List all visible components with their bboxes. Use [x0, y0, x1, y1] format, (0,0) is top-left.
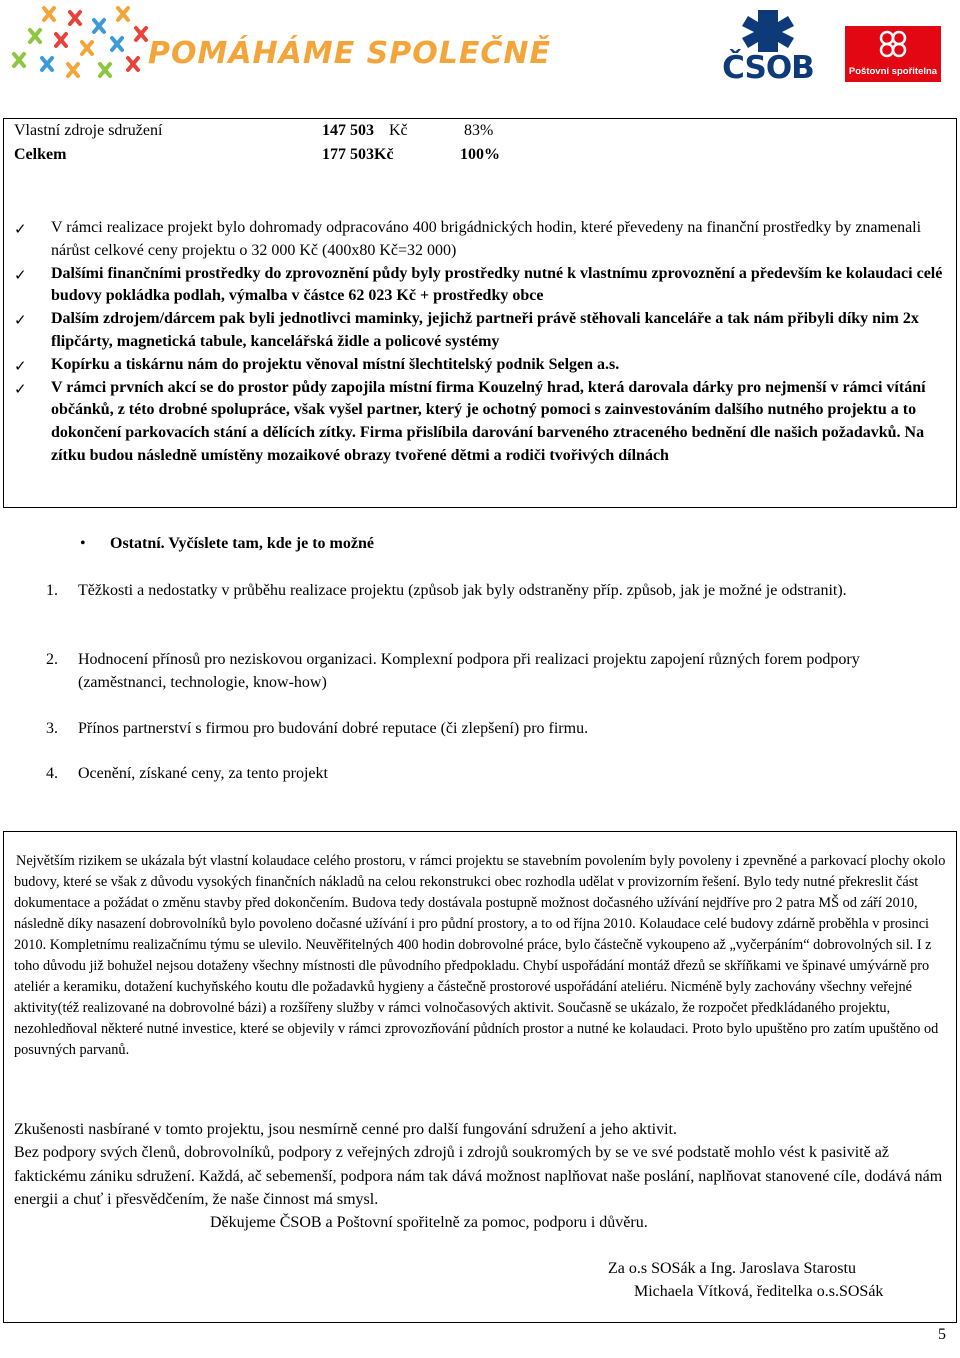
item-text: Hodnocení přínosů pro neziskovou organizaci. Komplexní podpora při realizaci projektu zapojení různých forem podpory (zaměstnanci, technologie, know-how)	[78, 651, 860, 691]
list-item: ✓ Kopírku a tiskárnu nám do projektu věnoval místní šlechtitelský podnik Selgen a.s.	[14, 354, 949, 377]
item-number: 3.	[46, 720, 58, 737]
csob-logo-text: ČSOB	[722, 50, 814, 86]
experience-paragraph: Zkušenosti nasbírané v tomto projektu, jsou nesmírně cenné pro další fungování sdružení a jeho aktivit.	[14, 1121, 677, 1138]
ps-logo-text: Poštovní spořitelna	[848, 66, 938, 77]
summary-percent: 83%	[464, 122, 494, 139]
funding-checklist	[14, 217, 949, 468]
numbered-item	[46, 717, 946, 740]
list-item: ✓ Dalším zdrojem/dárcem pak byli jednotlivci maminky, jejichž partneři právě stěhovali kanceláře a tak nám přibyli díky nim 2x flipčárty, magnetická tabule, kancelářská židle a policové systémy	[14, 310, 919, 350]
checkmark-icon: ✓	[14, 311, 27, 330]
support-paragraph: Bez podpory svých členů, dobrovolníků, podpory z veřejných zdrojů i zdrojů soukromých by se ve své podstatě mohlo vést k pasivitě až faktickému zániku sdružení. Každá, ač sebemenší, podpora nám tak dává možnost naplňovat naše poslání, naplňovat stanovené cíle, dodává nám energii a chuť i přesvědčením, že naše činnost má smysl.	[14, 1144, 943, 1208]
checkmark-icon: ✓	[14, 356, 27, 375]
checkmark-icon: ✓	[14, 220, 27, 238]
brand-title: POMÁHÁME SPOLEČNĚ	[148, 36, 552, 71]
report-box	[3, 831, 957, 1323]
numbered-item	[46, 648, 946, 694]
funding-box	[3, 118, 957, 508]
thanks-line: Děkujeme ČSOB a Poštovní spořitelně za pomoc, podporu i důvěru.	[210, 1214, 648, 1231]
item-text: Přínos partnerství s firmou pro budování dobré reputace (či zlepšení) pro firmu.	[78, 720, 589, 737]
clover-icon	[845, 26, 941, 66]
page-number: 5	[938, 1326, 946, 1343]
item-number: 1.	[46, 582, 58, 599]
numbered-item	[46, 762, 946, 785]
list-item: ✓ Dalšími finančními prostředky do zprovoznění půdy byly prostředky nutné k vlastnímu zprovoznění a především ke kolaudaci celé budovy pokládka podlah, výmalba v částce 62 023 Kč + prostředky obce	[14, 264, 943, 305]
summary-percent: 100%	[460, 146, 500, 163]
list-item: ✓ V rámci prvních akcí se do prostor půdy zapojila místní firma Kouzelný hrad, která darovala dárky pro nejmenší v rámci vítání občánků, z této drobné spolupráce, však vyšel partner, který je ochotný pomoci s zainvestováním dalšího nutného projektu a to dokončení parkovacích stání a dělících zítky. Firma přislíbila darování barveného ztraceného bednění dle našich požadavků. Na zítku budou následně umístěny mozaikové obrazy tvořené dětmi a rodiči tvořivých dílnách	[14, 378, 926, 464]
list-item: ✓ V rámci realizace projekt bylo dohromady odpracováno 400 brigádnických hodin, které převedeny na finanční prostředky by znamenali nárůst celkové ceny projektu o 32 000 Kč (400x80 Kč=32 000)	[14, 219, 922, 259]
other-heading: Ostatní. Vyčíslete tam, kde je to možné	[110, 535, 374, 552]
risk-paragraph: Největším rizikem se ukázala být vlastní kolaudace celého prostoru, v rámci projektu se stavebním povolením byly povoleny i zpevněné a parkovací plochy okolo budovy, které se však z důvodu vysokých finančních nákladů na celou rekonstrukci obec rozhodla udělat v provizorním řešení. Bylo tedy nutné překreslit část dokumentace a požádat o změnu stavby před dokončením. Budova tedy dostávala postupně možnost dočasného užívání nejdříve pro 2 patra MŠ od září 2010, následně díky nasazení dobrovolníků bylo povoleno dočasné užívání i pro půdní prostory, a to od října 2010. Kolaudace celé budovy zdárně proběhla v prosinci 2010. Kompletnímu realizačnímu týmu se ulevilo. Neuvěřitelných 400 hodin dobrovolné práce, bylo částečně vykoupeno až „vyčerpáním“ dobrovolných sil. I z toho důvodu již bohužel nejsou dotaženy všechny místnosti dle původního předpokladu. Chybí uspořádání montáž dřezů se skříňkami ve špinavé umývárně pro ateliér a keramiku, dotažení kuchyňského koutu dle požadavků hygieny a částečně prostorové uspořádání ateliéru. Nicméně byly zachovány všechny veřejné aktivity(též realizované na dobrovolné bázi) a rozšířeny služby v rámci volnočasových aktivit. Současně se ukázalo, že rozpočet předkládaného projektu, nezohledňoval některé nutné investice, které se objevily v rámci zprovozňování půdních prostor a nutné ke kolaudaci. Proto bylo upuštěno pro zatím upuštěno od posuvných parvanů.	[14, 853, 946, 1058]
signature-line-2: Michaela Vítková, ředitelka o.s.SOSák	[634, 1283, 884, 1300]
summary-amount: 147 503	[322, 122, 374, 139]
item-text: Ocenění, získané ceny, za tento projekt	[78, 765, 328, 782]
item-number: 2.	[46, 651, 58, 668]
summary-label: Celkem	[14, 146, 67, 163]
numbered-item	[46, 579, 946, 602]
item-text: Těžkosti a nedostatky v průběhu realizace projektu (způsob jak byly odstraněny příp. způsob, jak je možné je odstranit).	[78, 582, 847, 599]
item-number: 4.	[46, 765, 58, 782]
checkmark-icon: ✓	[14, 265, 27, 284]
summary-amount: 177 503Kč	[322, 146, 394, 163]
stars-figures-icon	[14, 8, 146, 76]
bullet-icon: •	[80, 535, 86, 552]
checkmark-icon: ✓	[14, 379, 27, 398]
signature-line-1: Za o.s SOSák a Ing. Jaroslava Starostu	[608, 1260, 856, 1277]
summary-currency: Kč	[389, 122, 408, 139]
summary-label: Vlastní zdroje sdružení	[14, 122, 163, 139]
